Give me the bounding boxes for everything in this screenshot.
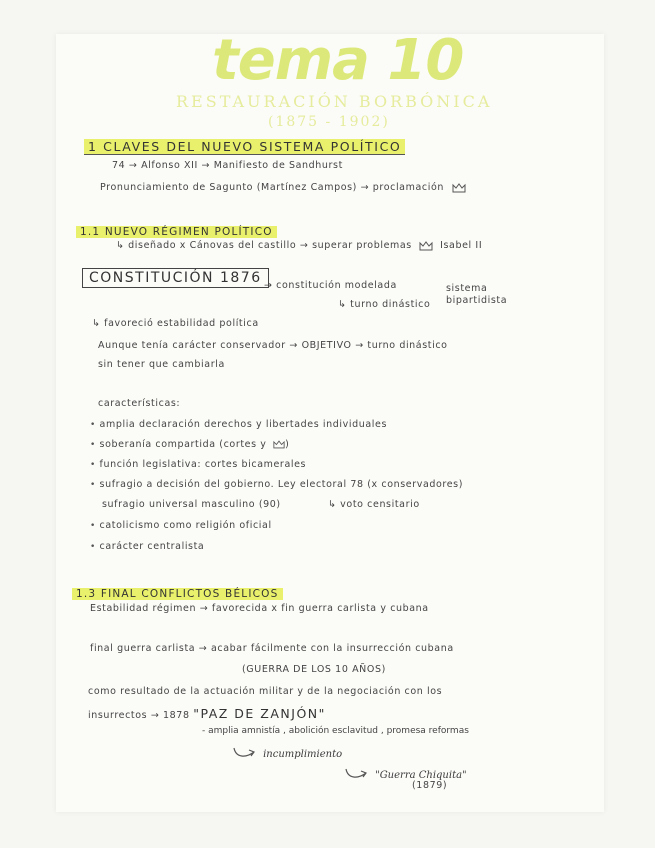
section-1-1-heading: 1.1 NUEVO RÉGIMEN POLÍTICO <box>76 220 277 239</box>
label-bipartidista: bipartidista <box>446 295 508 306</box>
line-sin: sin tener que cambiarla <box>98 359 225 370</box>
line-favor: ↳ favoreció estabilidad política <box>92 318 259 329</box>
section-1-heading: 1 CLAVES DEL NUEVO SISTEMA POLÍTICO <box>84 136 405 155</box>
line-estabilidad: Estabilidad régimen → favorecida x fin guerra carlista y cubana <box>90 603 429 614</box>
label-turno: ↳ turno dinástico <box>338 299 431 310</box>
crown-icon <box>452 183 466 193</box>
label-voto: ↳ voto censitario <box>328 499 420 510</box>
list-item: • soberanía compartida (cortes y ) <box>90 439 290 450</box>
period-years: (1875 - 1902) <box>268 114 390 130</box>
caracteristicas-label: características: <box>98 398 181 409</box>
list-item: • función legislativa: cortes bicamerales <box>90 459 307 470</box>
list-item: sufragio universal masculino (90) <box>102 499 281 510</box>
line-final-guerra: final guerra carlista → acabar fácilmente con la insurrección cubana <box>90 643 454 654</box>
line-aunque: Aunque tenía carácter conservador → OBJETIVO → turno dinástico <box>98 340 448 351</box>
constitution-box: CONSTITUCIÓN 1876 <box>82 268 269 288</box>
section-1-3-heading: 1.3 FINAL CONFLICTOS BÉLICOS <box>72 582 283 601</box>
list-item: • amplia declaración derechos y libertades individuales <box>90 419 388 430</box>
list-item: • sufragio a decisión del gobierno. Ley electoral 78 (x conservadores) <box>90 479 464 490</box>
line-incumplimiento: incumplimiento <box>232 742 342 761</box>
line-como: como resultado de la actuación militar y de la negociación con los <box>88 686 443 697</box>
label-guerra-10: (GUERRA DE LOS 10 AÑOS) <box>242 664 386 675</box>
line-modeled: → constitución modelada <box>264 280 397 291</box>
line-insurrectos: insurrectos → 1878 "PAZ DE ZANJÓN" <box>88 706 326 721</box>
list-item: • catolicismo como religión oficial <box>90 520 272 531</box>
line-guerra-chiquita: "Guerra Chiquita" <box>344 763 467 782</box>
page-subtitle: RESTAURACIÓN BORBÓNICA <box>176 92 493 111</box>
crown-icon <box>273 440 285 449</box>
curved-arrow-icon <box>232 746 258 760</box>
crown-icon <box>419 241 433 251</box>
list-item: • carácter centralista <box>90 541 205 552</box>
line-amnistia: - amplia amnistía , abolición esclavitud , promesa reformas <box>202 726 469 736</box>
line-alfonso: 74 → Alfonso XII → Manifiesto de Sandhurst <box>112 160 343 171</box>
curved-arrow-icon <box>344 767 370 781</box>
line-canovas: ↳ diseñado x Cánovas del castillo → superar problemas Isabel II <box>116 240 483 251</box>
label-1879: (1879) <box>412 780 448 791</box>
line-sagunto: Pronunciamiento de Sagunto (Martínez Campos) → proclamación <box>100 182 466 193</box>
paz-zanjon: "PAZ DE ZANJÓN" <box>193 706 326 721</box>
label-sistema: sistema <box>446 283 488 294</box>
page-title: tema 10 <box>212 28 464 93</box>
